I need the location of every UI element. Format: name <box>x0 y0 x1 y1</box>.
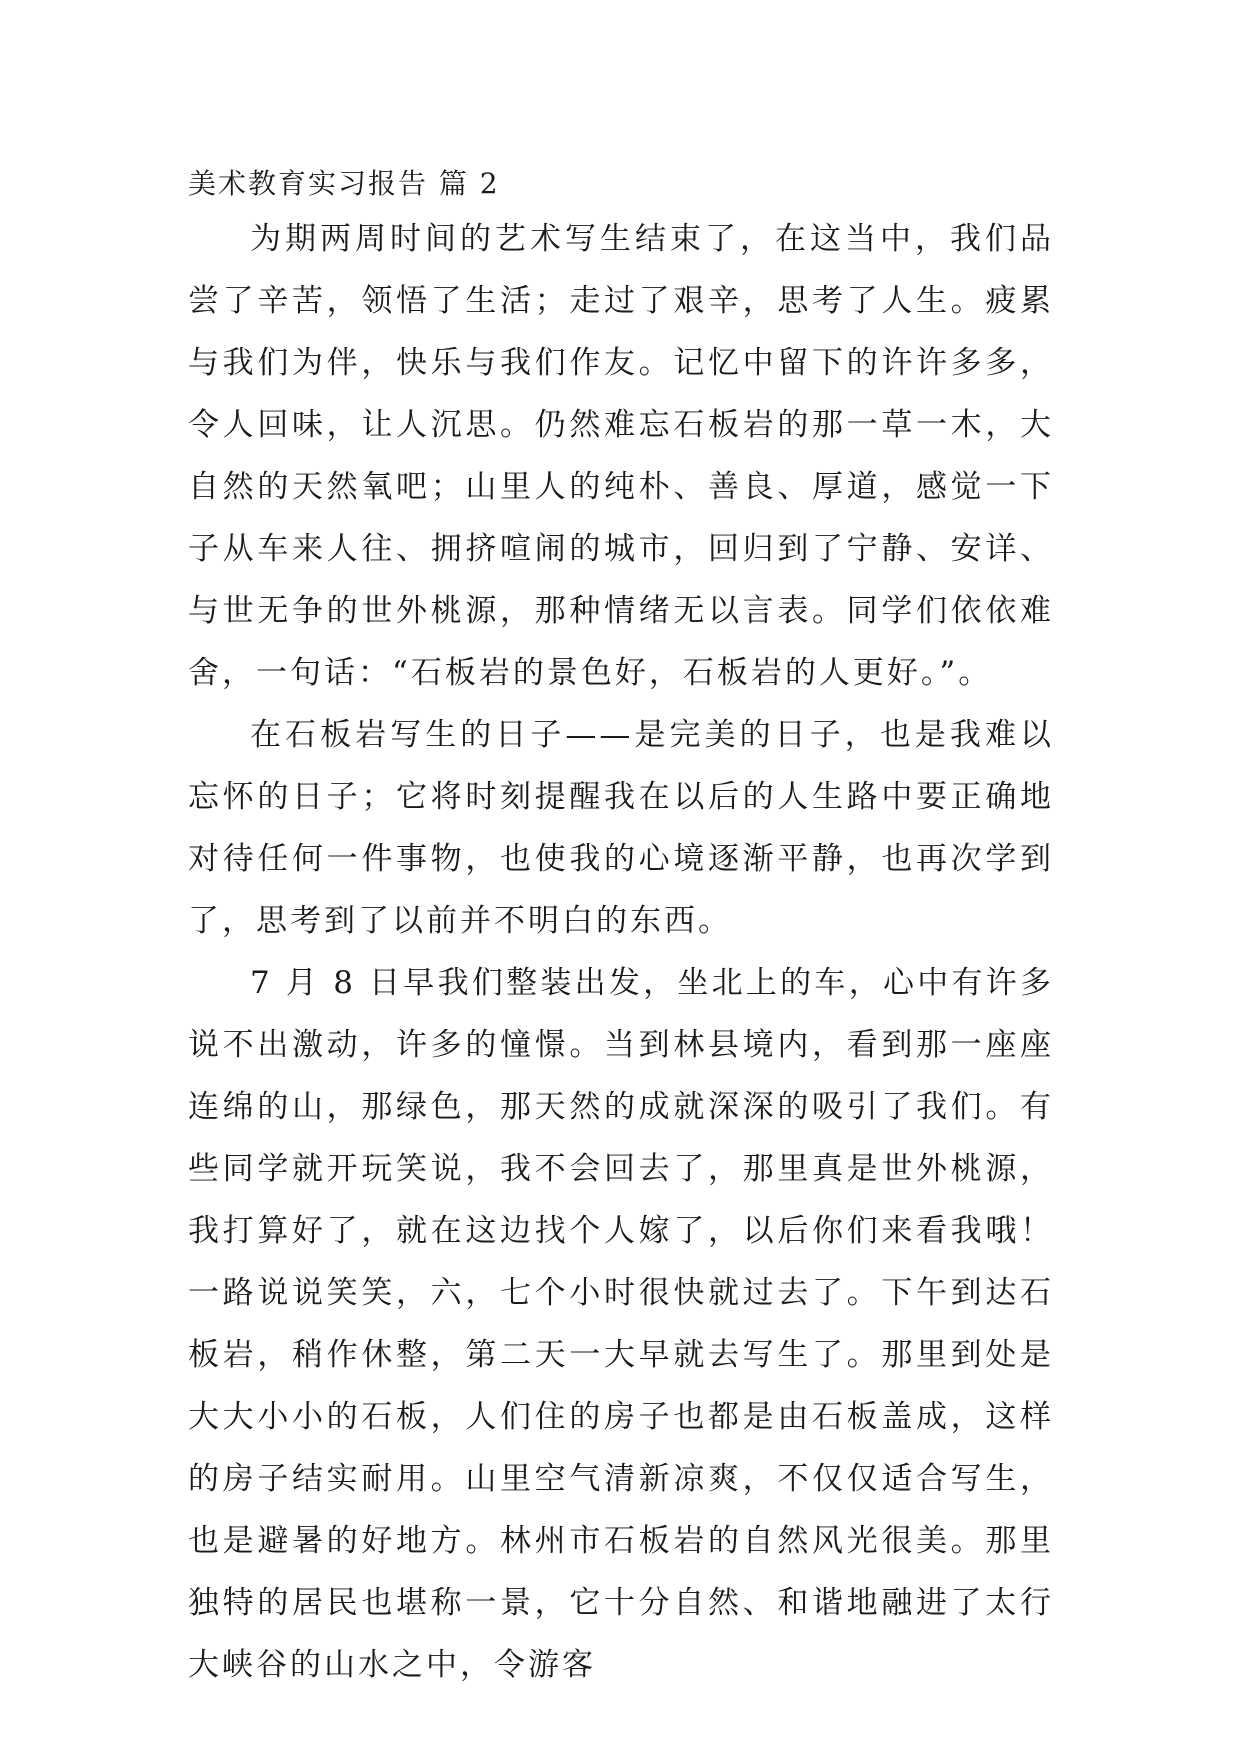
document-body <box>188 160 1054 1696</box>
paragraph-1: 为期两周时间的艺术写生结束了，在这当中，我们品尝了辛苦，领悟了生活；走过了艰辛，思考了人生。疲累与我们为伴，快乐与我们作友。记忆中留下的许许多多，令人回味，让人沉思。仍然难忘石板岩的那一草一木，大自然的天然氧吧；山里人的纯朴、善良、厚道，感觉一下子从车来人往、拥挤喧闹的城市，回归到了宁静、安详、与世无争的世外桃源，那种情绪无以言表。同学们依依难舍，一句话：“石板岩的景色好，石板岩的人更好。”。 <box>188 221 1054 691</box>
paragraph-2: 在石板岩写生的日子——是完美的日子，也是我难以忘怀的日子；它将时刻提醒我在以后的人生路中要正确地对待任何一件事物，也使我的心境逐渐平静，也再次学到了，思考到了以前并不明白的东西。 <box>188 717 1054 939</box>
document-title: 美术教育实习报告 篇 2 <box>188 167 500 200</box>
paragraph-3: 7 月 8 日早我们整装出发，坐北上的车，心中有许多说不出激动，许多的憧憬。当到林县境内，看到那一座座连绵的山，那绿色，那天然的成就深深的吸引了我们。有些同学就开玩笑说，我不会回去了，那里真是世外桃源，我打算好了，就在这边找个人嫁了，以后你们来看我哦！一路说说笑笑，六，七个小时很快就过去了。下午到达石板岩，稍作休整，第二天一大早就去写生了。那里到处是大大小小的石板，人们住的房子也都是由石板盖成，这样的房子结实耐用。山里空气清新凉爽，不仅仅适合写生，也是避暑的好地方。林州市石板岩的自然风光很美。那里独特的居民也堪称一景，它十分自然、和谐地融进了太行大峡谷的山水之中，令游客 <box>188 965 1054 1683</box>
